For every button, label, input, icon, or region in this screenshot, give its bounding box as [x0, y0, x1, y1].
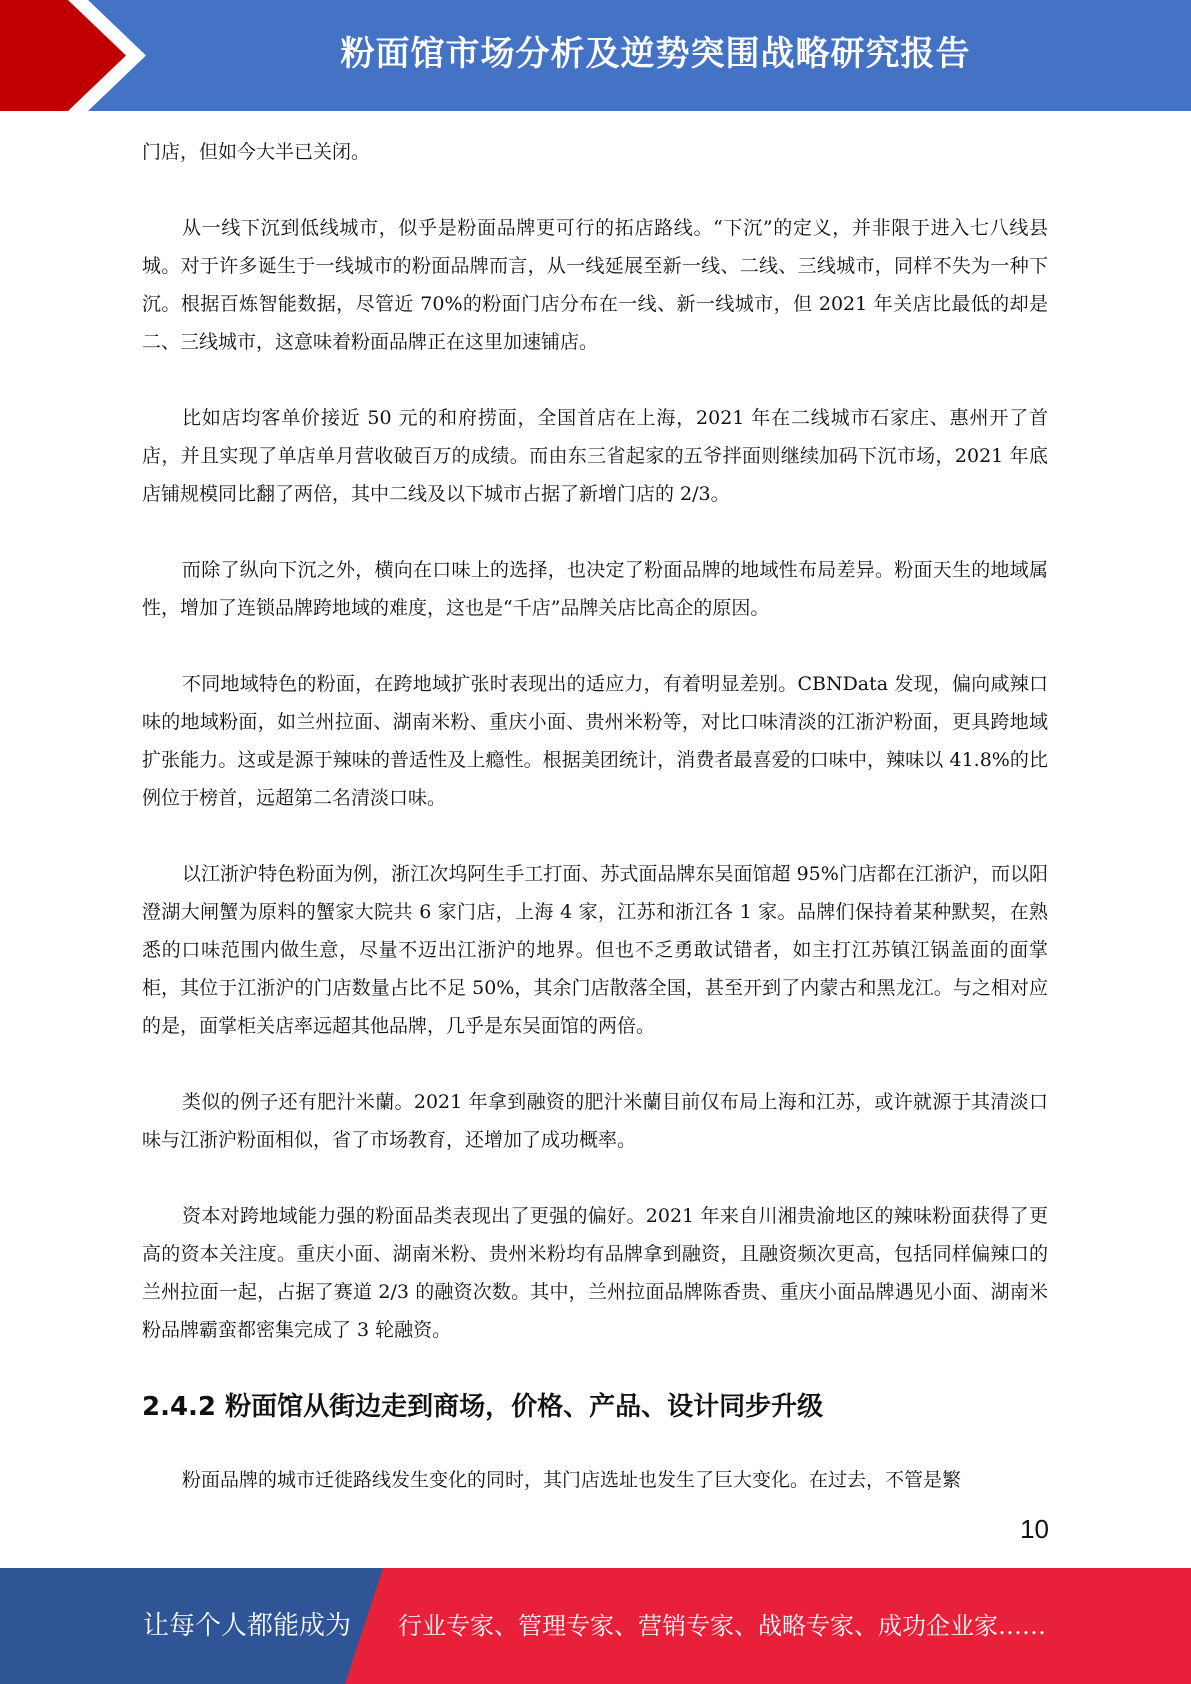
page-header	[0, 0, 1191, 111]
footer-slogan-left: 让每个人都能成为	[143, 1611, 352, 1641]
paragraph: 粉面品牌的城市迁徙路线发生变化的同时，其门店选址也发生了巨大变化。在过去，不管是繁	[182, 1469, 962, 1491]
paragraph: 从一线下沉到低线城市，似乎是粉面品牌更可行的拓店路线。“下沉”的定义，并非限于进入七八线县城。对于许多诞生于一线城市的粉面品牌而言，从一线延展至新一线、二线、三线城市，同样不失为一种下沉。根据百炼智能数据，尽管近 70%的粉面门店分布在一线、新一线城市，但 2021 年关店比最低的却是二、三线城市，这意味着粉面品牌正在这里加速铺店。	[142, 217, 1048, 353]
page-footer	[0, 1568, 1191, 1684]
paragraph: 而除了纵向下沉之外，横向在口味上的选择，也决定了粉面品牌的地域性布局差异。粉面天生的地域属性，增加了连锁品牌跨地域的难度，这也是“千店”品牌关店比高企的原因。	[142, 559, 1048, 619]
paragraph-continued: 门店，但如今大半已关闭。	[142, 141, 371, 163]
section-heading: 2.4.2 粉面馆从街边走到商场，价格、产品、设计同步升级	[142, 1392, 824, 1422]
paragraph: 以江浙沪特色粉面为例，浙江次坞阿生手工打面、苏式面品牌东吴面馆超 95%门店都在江浙沪，而以阳澄湖大闸蟹为原料的蟹家大院共 6 家门店，上海 4 家，江苏和浙江各 1 家。品牌们保持着某种默契，在熟悉的口味范围内做生意，尽量不迈出江浙沪的地界。但也不乏勇敢试错者，如主打江苏镇江锅盖面的面掌柜，其位于江浙沪的门店数量占比不足 50%，其余门店散落全国，甚至开到了内蒙古和黑龙江。与之相对应的是，面掌柜关店率远超其他品牌，几乎是东吴面馆的两倍。	[142, 863, 1048, 1037]
footer-slogan-right: 行业专家、管理专家、营销专家、战略专家、成功企业家……	[398, 1612, 1046, 1640]
report-title: 粉面馆市场分析及逆势突围战略研究报告	[340, 34, 971, 74]
paragraph: 资本对跨地域能力强的粉面品类表现出了更强的偏好。2021 年来自川湘贵渝地区的辣味粉面获得了更高的资本关注度。重庆小面、湖南米粉、贵州米粉均有品牌拿到融资，且融资频次更高，包括同样偏辣口的兰州拉面一起，占据了赛道 2/3 的融资次数。其中，兰州拉面品牌陈香贵、重庆小面品牌遇见小面、湖南米粉品牌霸蛮都密集完成了 3 轮融资。	[142, 1205, 1048, 1341]
paragraph: 比如店均客单价接近 50 元的和府捞面，全国首店在上海，2021 年在二线城市石家庄、惠州开了首店，并且实现了单店单月营收破百万的成绩。而由东三省起家的五爷拌面则继续加码下沉市场，2021 年底店铺规模同比翻了两倍，其中二线及以下城市占据了新增门店的 2/3。	[142, 407, 1048, 505]
paragraph: 类似的例子还有肥汁米蘭。2021 年拿到融资的肥汁米蘭目前仅布局上海和江苏，或许就源于其清淡口味与江浙沪粉面相似，省了市场教育，还增加了成功概率。	[142, 1091, 1048, 1151]
page-number: 10	[1020, 1514, 1049, 1544]
main-content	[142, 133, 1048, 1499]
paragraph: 不同地域特色的粉面，在跨地域扩张时表现出的适应力，有着明显差别。CBNData 发现，偏向咸辣口味的地域粉面，如兰州拉面、湖南米粉、重庆小面、贵州米粉等，对比口味清淡的江浙沪粉面，更具跨地域扩张能力。这或是源于辣味的普适性及上瘾性。根据美团统计，消费者最喜爱的口味中，辣味以 41.8%的比例位于榜首，远超第二名清淡口味。	[142, 673, 1048, 809]
